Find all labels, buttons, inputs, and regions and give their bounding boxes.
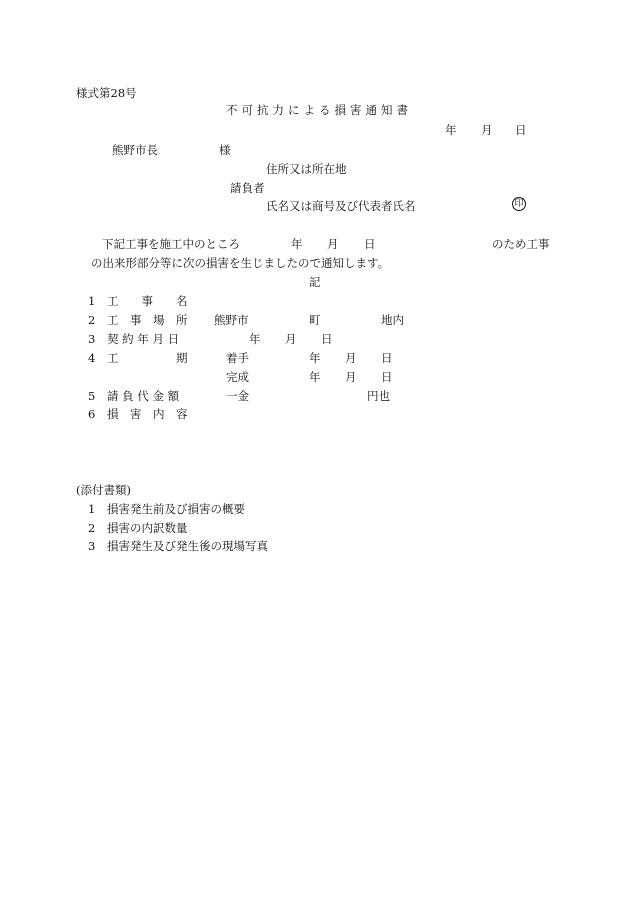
item-number: 2 [88, 313, 96, 327]
item-label-project-name: 工 事 名 [107, 294, 188, 308]
ki-heading: 記 [309, 275, 321, 289]
item-number: 6 [88, 407, 96, 421]
item-number: 1 [88, 294, 96, 308]
attachment-number: 3 [88, 539, 96, 553]
form-number: 様式第28号 [76, 86, 137, 100]
period-end-day: 日 [381, 370, 393, 384]
site-town-label: 町 [309, 313, 321, 327]
addressee-honorific: 様 [219, 143, 231, 157]
body-year-label: 年 [291, 237, 303, 251]
body-day-label: 日 [364, 237, 376, 251]
period-end-month: 月 [345, 370, 357, 384]
amount-prefix: 一金 [226, 389, 249, 403]
contract-year-label: 年 [249, 332, 261, 346]
date-month-label: 月 [481, 123, 493, 137]
attachments-heading: (添付書類) [76, 483, 131, 497]
body-month-label: 月 [327, 237, 339, 251]
date-year-label: 年 [445, 123, 457, 137]
item-number: 5 [88, 389, 96, 403]
period-end-label: 完成 [226, 370, 249, 384]
item-label-contract-date: 契 約 年 月 日 [107, 332, 180, 346]
attachment-item: 損害の内訳数量 [107, 521, 188, 535]
attachment-number: 1 [88, 502, 96, 516]
contract-month-label: 月 [285, 332, 297, 346]
body-line1-text: 下記工事を施工中のところ [102, 237, 240, 251]
address-label: 住所又は所在地 [266, 162, 347, 176]
item-label-contract-amount: 請 負 代 金 額 [107, 389, 180, 403]
attachment-item: 損害発生前及び損害の概要 [107, 502, 245, 516]
document-title: 不可抗力による損害通知書 [226, 103, 412, 117]
item-label-period: 工 期 [107, 351, 188, 365]
amount-suffix: 円也 [367, 389, 390, 403]
date-day-label: 日 [515, 123, 527, 137]
period-end-year: 年 [309, 370, 321, 384]
item-number: 3 [88, 332, 96, 346]
attachment-item: 損害発生及び発生後の現場写真 [107, 539, 268, 553]
contractor-role-label: 請負者 [230, 181, 265, 195]
site-area-label: 地内 [381, 313, 404, 327]
site-city: 熊野市 [214, 313, 249, 327]
body-line1-end: のため工事 [492, 237, 550, 251]
period-start-label: 着手 [226, 351, 249, 365]
period-start-day: 日 [381, 351, 393, 365]
contract-day-label: 日 [321, 332, 333, 346]
attachment-number: 2 [88, 521, 96, 535]
item-label-damage-details: 損 害 内 容 [107, 407, 188, 421]
addressee-name: 熊野市長 [112, 143, 158, 157]
contractor-name-label: 氏名又は商号及び代表者氏名 [266, 199, 416, 213]
period-start-year: 年 [309, 351, 321, 365]
item-label-site: 工 事 場 所 [107, 313, 188, 327]
item-number: 4 [88, 351, 96, 365]
body-line2-text: の出来形部分等に次の損害を生じましたので通知します。 [91, 256, 390, 270]
seal-mark: 印 [512, 197, 526, 211]
period-start-month: 月 [345, 351, 357, 365]
